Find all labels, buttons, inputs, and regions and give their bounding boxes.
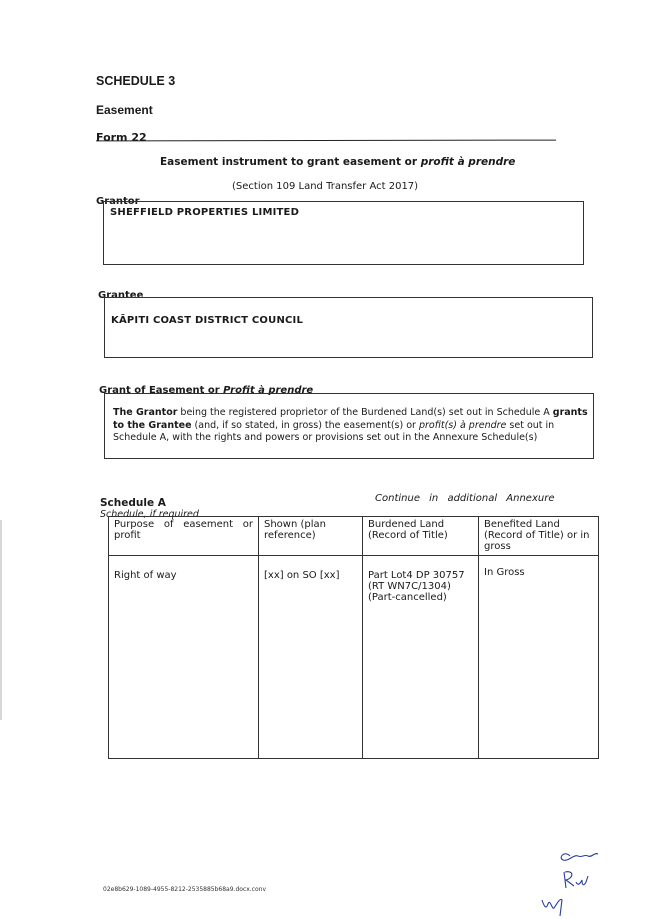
grant-text-3: set out in Schedule A, with the rights and powers or provisions set out in the Annexure Schedule(s) [113, 419, 555, 443]
continue-note: Continue in additional Annexure [375, 493, 555, 504]
document-title [160, 156, 515, 168]
col-burdened-header [363, 517, 479, 556]
document-title-italic: profit à prendre [420, 156, 516, 168]
cell-benefited: In Gross [479, 556, 599, 759]
col-shown-header [259, 517, 363, 556]
grant-profit-italic: profit(s) à prendre [418, 419, 507, 431]
schedule-a-heading: Schedule A [100, 497, 166, 509]
page-edge-shadow [0, 520, 2, 720]
col-purpose-label: Purpose of easement or profit [114, 519, 253, 541]
grant-grantor-bold: The Grantor [113, 407, 178, 418]
col-benefited-header [479, 517, 599, 556]
burdened-line-3: (Part-cancelled) [368, 592, 447, 603]
schedule-heading: SCHEDULE 3 [96, 74, 176, 88]
col-burdened-label: Burdened Land (Record of Title) [368, 519, 448, 541]
form-label: Form 22 [96, 131, 147, 144]
document-subtitle: (Section 109 Land Transfer Act 2017) [232, 181, 419, 192]
grantee-value: KĀPITI COAST DISTRICT COUNCIL [111, 315, 304, 326]
form-rule [96, 140, 556, 142]
schedule-a-subheading: Schedule, if required [100, 509, 199, 520]
grantee-label: Grantee [98, 290, 144, 301]
grant-grantee-bold: grants to the Grantee [113, 407, 588, 431]
burdened-line-2: (RT WN7C/1304) [368, 581, 451, 592]
handwritten-initials [530, 838, 600, 918]
grant-heading-text: Grant of Easement or [99, 385, 224, 396]
footer-file-code: 02e8b629-1089-4955-8212-2535885b68a9.docx.conv [103, 886, 266, 893]
schedule-a-table [108, 516, 599, 759]
grant-text-2: (and, if so stated, in gross) the easement(s) or [191, 419, 419, 431]
cell-purpose: Right of way [109, 556, 259, 759]
grantor-label: Grantor [96, 196, 140, 207]
grantor-value: SHEFFIELD PROPERTIES LIMITED [110, 207, 300, 218]
cell-shown: [xx] on SO [xx] [259, 556, 363, 759]
col-shown-label: Shown (plan reference) [264, 519, 326, 541]
grantor-box [103, 201, 584, 265]
cell-burdened [363, 556, 479, 759]
col-benefited-label: Benefited Land (Record of Title) or in gross [484, 519, 590, 552]
grant-heading-italic: Profit à prendre [223, 385, 314, 396]
table-header-row [109, 517, 599, 556]
grant-box [104, 393, 594, 459]
table-row [109, 556, 599, 759]
col-purpose-header [109, 517, 259, 556]
burdened-line-1: Part Lot4 DP 30757 [368, 570, 465, 581]
document-title-main: Easement instrument to grant easement or [160, 156, 421, 168]
section-heading: Easement [96, 103, 153, 117]
grantee-box [104, 297, 593, 358]
grant-text-1: being the registered proprietor of the Burdened Land(s) set out in Schedule A [177, 407, 553, 418]
grant-paragraph [105, 394, 593, 445]
